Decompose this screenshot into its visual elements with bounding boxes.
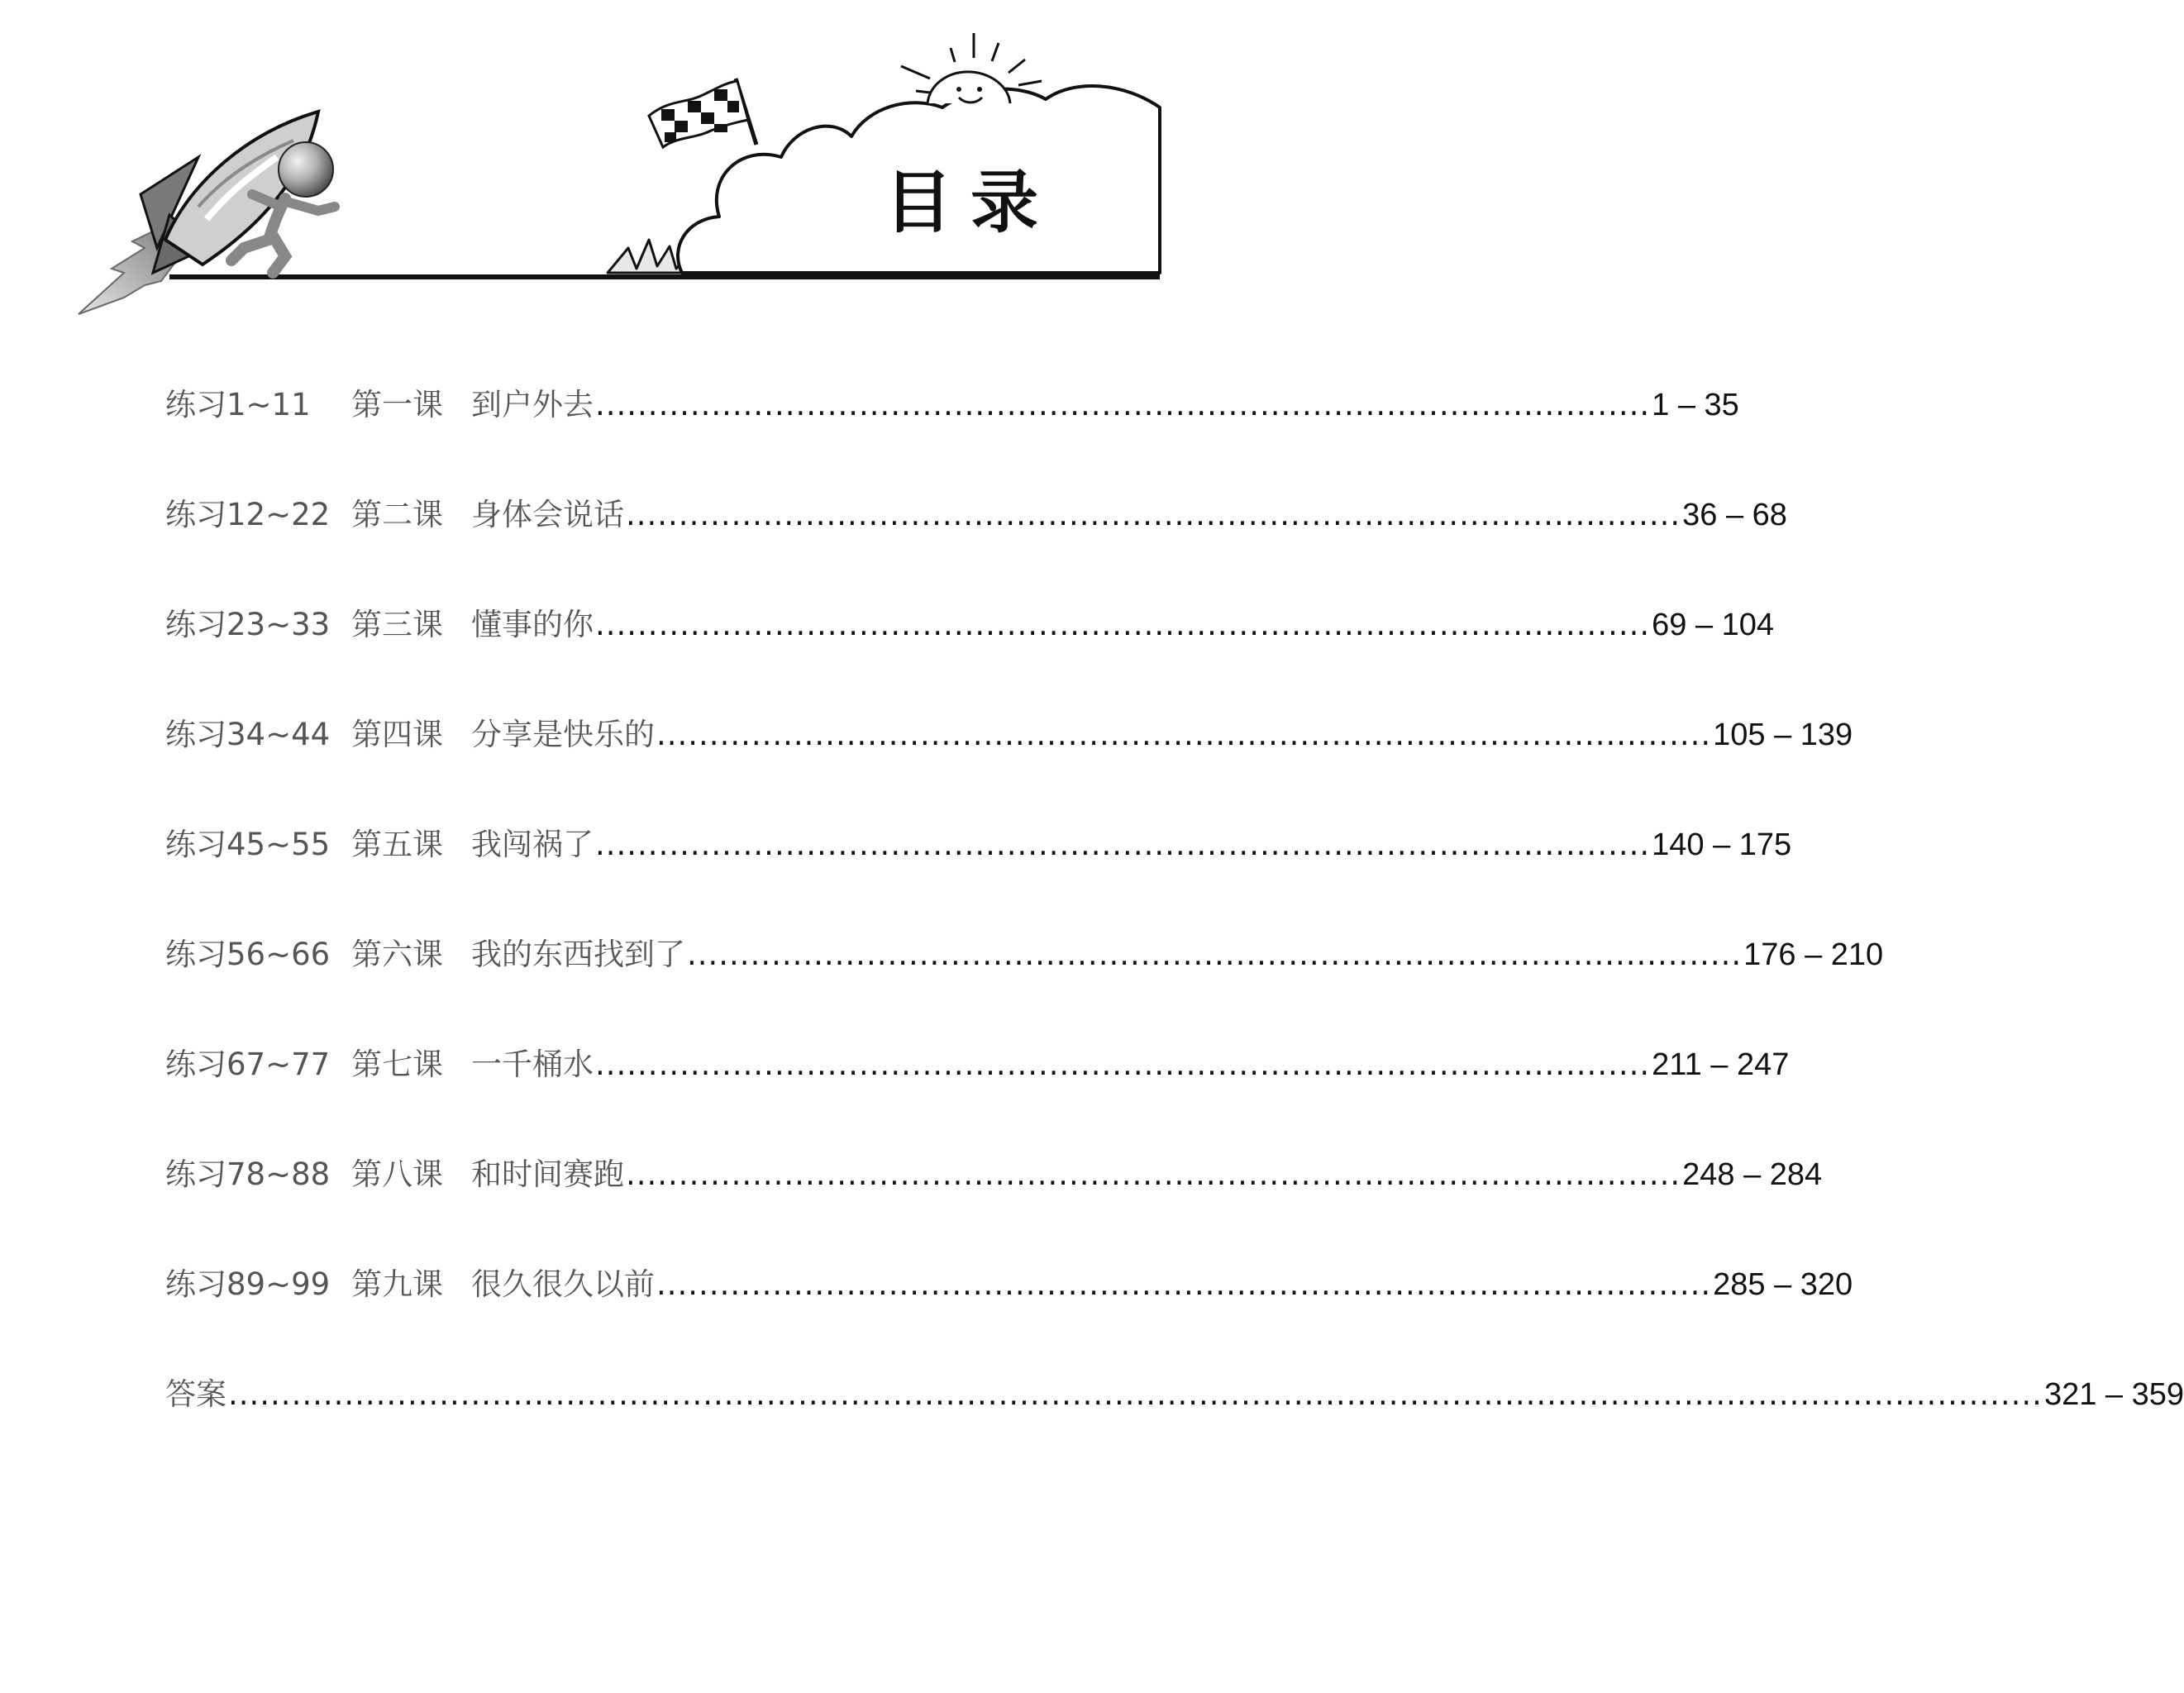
page-range: 285 – 320 — [1713, 1267, 1853, 1302]
page-range: 321 – 359 — [2043, 1377, 2184, 1412]
toc-entry[interactable] — [165, 713, 1853, 823]
lesson-number: 第一课 — [351, 387, 443, 422]
entry-line — [471, 713, 1853, 757]
page-range: 105 – 139 — [1713, 718, 1853, 752]
exercise-range: 练习23~33 — [165, 607, 331, 642]
lesson-number: 第三课 — [351, 607, 443, 642]
dot-leader: .................................................................................................... — [595, 387, 1651, 422]
page-range: 176 – 210 — [1743, 937, 1884, 972]
lesson-title: 到户外去 — [471, 387, 594, 422]
lesson-title: 一千桶水 — [471, 1047, 594, 1082]
lesson-title: 我闯祸了 — [471, 827, 594, 862]
entry-line — [471, 932, 1884, 977]
exercise-range: 练习45~55 — [165, 827, 331, 862]
page-range: 140 – 175 — [1652, 827, 1792, 862]
exercise-range: 练习56~66 — [165, 937, 331, 972]
page-range: 1 – 35 — [1652, 388, 1739, 422]
dot-leader: ............................................................................................................................................................................ — [228, 1376, 2043, 1412]
entry-line — [471, 383, 1739, 427]
toc-entry[interactable] — [165, 603, 1775, 713]
lesson-number: 第二课 — [351, 497, 443, 532]
page-range: 36 – 68 — [1682, 498, 1787, 532]
toc-entry[interactable] — [165, 823, 1792, 932]
lesson-number: 第九课 — [351, 1266, 443, 1302]
entry-line — [471, 493, 1787, 537]
dot-leader: .................................................................................................... — [687, 937, 1743, 972]
lesson-number: 第五课 — [351, 827, 443, 862]
answers-title: 答案 — [165, 1376, 227, 1412]
checkered-flag-icon — [649, 79, 756, 147]
exercise-range: 练习78~88 — [165, 1156, 331, 1192]
toc-entry[interactable] — [165, 1152, 1823, 1262]
lesson-number: 第七课 — [351, 1047, 443, 1082]
lesson-number: 第六课 — [351, 937, 443, 972]
entry-line — [471, 1152, 1823, 1197]
entry-line — [471, 1262, 1853, 1307]
exercise-range: 练习12~22 — [165, 497, 331, 532]
toc-entry-answers[interactable] — [165, 1372, 2184, 1482]
entry-line — [165, 1372, 2184, 1417]
lesson-title: 很久很久以前 — [471, 1266, 655, 1302]
page-range: 248 – 284 — [1682, 1157, 1823, 1192]
exercise-range: 练习89~99 — [165, 1266, 331, 1302]
dot-leader: .................................................................................................... — [656, 717, 1712, 752]
page-range: 69 – 104 — [1652, 608, 1775, 642]
dot-leader: .................................................................................................... — [595, 1047, 1651, 1082]
lesson-title: 懂事的你 — [471, 607, 594, 642]
entry-line — [471, 823, 1792, 867]
toc-entry[interactable] — [165, 383, 1739, 493]
page-range: 211 – 247 — [1652, 1047, 1790, 1082]
toc-entry[interactable] — [165, 493, 1787, 603]
table-of-contents — [165, 383, 2184, 1482]
lesson-number: 第八课 — [351, 1156, 443, 1192]
dot-leader: .................................................................................................... — [595, 607, 1651, 642]
entry-line — [471, 1042, 1790, 1087]
dot-leader: .................................................................................................... — [656, 1266, 1712, 1302]
lesson-title: 我的东西找到了 — [471, 937, 685, 972]
dot-leader: .................................................................................................... — [626, 1156, 1681, 1192]
entry-line — [471, 603, 1775, 647]
lesson-title: 分享是快乐的 — [471, 717, 655, 752]
dot-leader: .................................................................................................... — [595, 827, 1651, 862]
exercise-range: 练习67~77 — [165, 1047, 331, 1082]
lesson-number: 第四课 — [351, 717, 443, 752]
dot-leader: .................................................................................................... — [626, 497, 1681, 532]
lesson-title: 和时间赛跑 — [471, 1156, 624, 1192]
toc-entry[interactable] — [165, 1262, 1853, 1372]
exercise-range: 练习34~44 — [165, 717, 331, 752]
toc-entry[interactable] — [165, 932, 1884, 1042]
exercise-range: 练习1~11 — [165, 387, 311, 422]
page-title: 目录 — [885, 164, 1057, 242]
lesson-title: 身体会说话 — [471, 497, 624, 532]
toc-entry[interactable] — [165, 1042, 1790, 1152]
